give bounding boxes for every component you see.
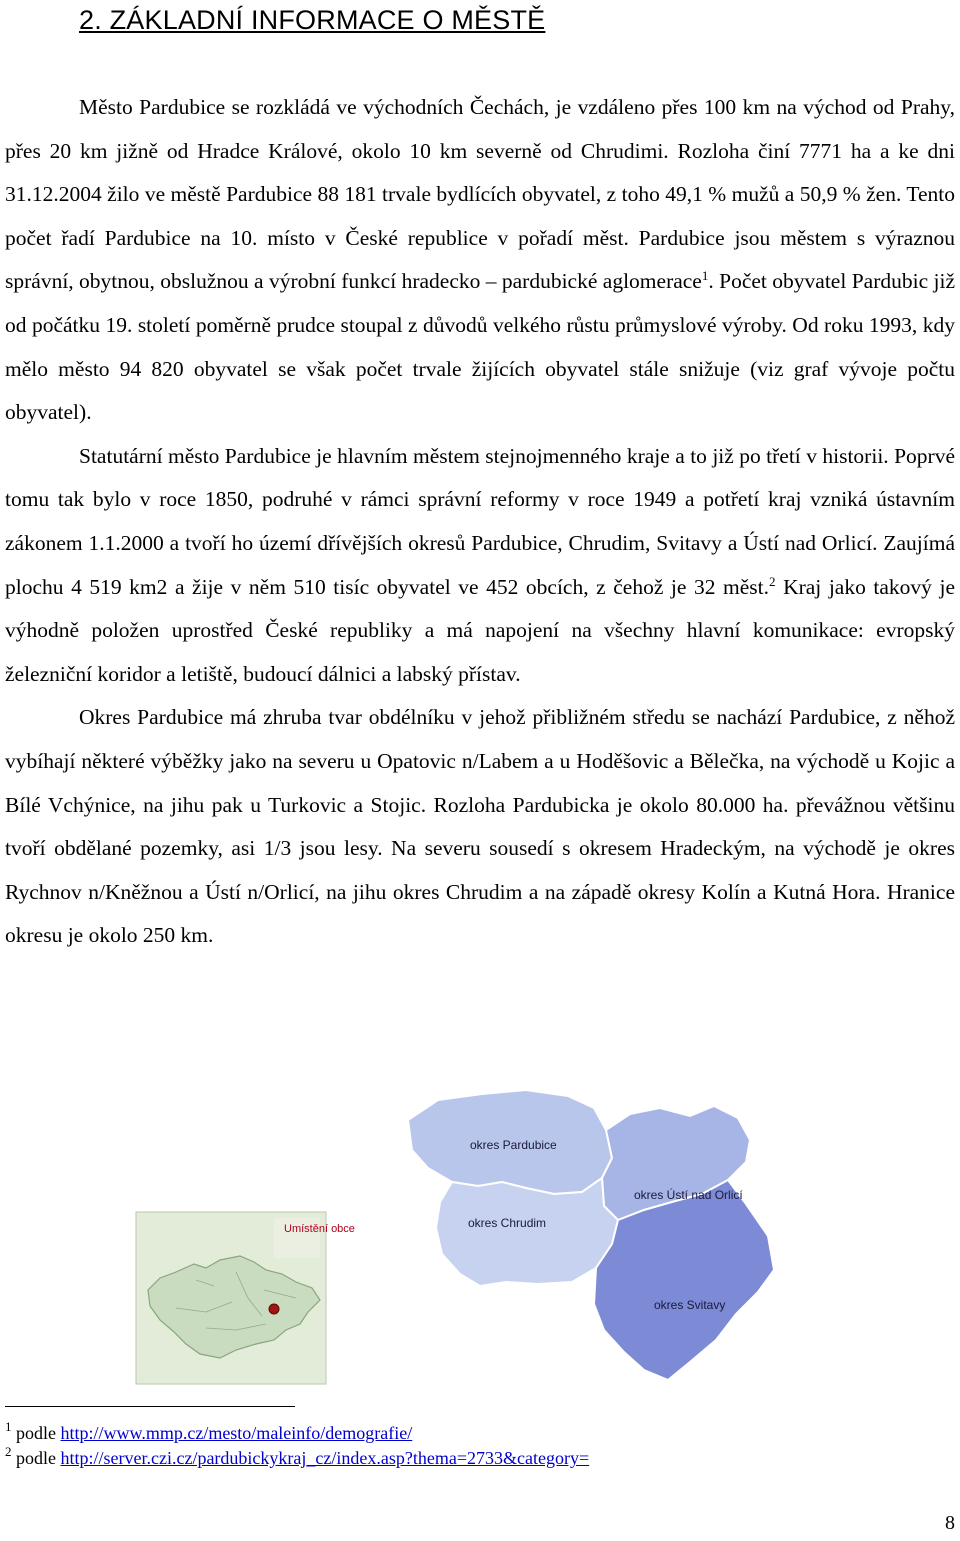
- location-map: [136, 1212, 355, 1384]
- paragraph-region: Statutární město Pardubice je hlavním městem stejnojmenného kraje a to již po třetí v historii. Poprvé tomu tak bylo v roce 1850, podruhé v rámci správní reformy v roce 1949 a potřetí kraj vzniká ústavním zákonem 1.1.2000 a tvoří ho území dřívějších okresů Pardubice, Chrudim, Svitavy a Ústí nad Orlicí. Zaujímá plochu 4 519 km2 a žije v něm 510 tisíc obyvatel ve 452 obcích, z čehož je 32 měst.$^2$ Kraj jako takový je výhodně položen uprostřed České republiky a má napojení na všechny hlavní komunikace: evropský železniční koridor a letiště, budoucí dálnici a labský přístav.: [5, 443, 955, 686]
- label-usti: okres Ústí nad Orlicí: [634, 1188, 743, 1202]
- location-marker-icon: [269, 1304, 279, 1314]
- label-chrudim: okres Chrudim: [468, 1216, 547, 1230]
- footnote-divider: [5, 1406, 295, 1407]
- footnote-1: $^1$ podle http://www.mmp.cz/mesto/maleinfo/demografie/: [5, 1419, 413, 1443]
- footnote-1-link[interactable]: http://www.mmp.cz/mesto/maleinfo/demografie/: [60, 1423, 413, 1443]
- paragraph-city: Město Pardubice se rozkládá ve východních Čechách, je vzdáleno přes 100 km na východ od Prahy, přes 20 km jižně od Hradce Králové, okolo 10 km severně od Chrudimi. Rozloha činí 7771 ha a ke dni 31.12.2004 žilo ve městě Pardubice 88 181 trvale bydlících obyvatel, z toho 49,1 % mužů a 50,9 % žen. Tento počet řadí Pardubice na 10. místo v České republice v pořadí měst. Pardubice jsou městem s výraznou správní, obytnou, obslužnou a výrobní funkcí hradecko – pardubické aglomerace$^1$. Počet obyvatel Pardubic již od počátku 19. století poměrně prudce stoupal z důvodů velkého růstu průmyslové výroby. Od roku 1993, kdy mělo město 94 820 obyvatel se však počet trvale žijících obyvatel stále snižuje (viz graf vývoje počtu obyvatel).: [5, 95, 955, 425]
- region-map: [398, 1086, 778, 1388]
- footnote-ref-1[interactable]: 1: [701, 268, 709, 284]
- body-text: [5, 86, 955, 958]
- page-number: 8: [945, 1512, 955, 1534]
- label-svitavy: okres Svitavy: [654, 1298, 726, 1312]
- footnote-2: $^2$ podle http://server.czi.cz/pardubickykraj_cz/index.asp?thema=2733&category=: [5, 1444, 590, 1468]
- paragraph-district: Okres Pardubice má zhruba tvar obdélníku v jehož přibližném středu se nachází Pardubice, z něhož vybíhají některé výběžky jako na severu u Opatovic n/Labem a u Hoděšovic a Bělečka, na východě u Kojic a Bílé Vchýnice, na jihu pak u Turkovic a Stojic. Rozloha Pardubicka je okolo 80.000 ha. převážnou většinu tvoří obdělané pozemky, asi 1/3 jsou lesy. Na severu sousedí s okresem Hradeckým, na východě je okres Rychnov n/Kněžnou a Ústí n/Orlicí, na jihu okres Chrudim a na západě okresy Kolín a Kutná Hora. Hranice okresu je okolo 250 km.: [5, 705, 955, 948]
- district-chrudim-shape: [436, 1178, 618, 1286]
- footnote-ref-2[interactable]: 2: [769, 573, 776, 589]
- page-title: 2. ZÁKLADNÍ INFORMACE O MĚSTĚ: [79, 5, 546, 35]
- location-map-title: Umístění obce: [284, 1223, 355, 1235]
- footnote-2-link[interactable]: http://server.czi.cz/pardubickykraj_cz/index.asp?thema=2733&category=: [60, 1448, 590, 1468]
- label-pardubice: okres Pardubice: [470, 1138, 557, 1152]
